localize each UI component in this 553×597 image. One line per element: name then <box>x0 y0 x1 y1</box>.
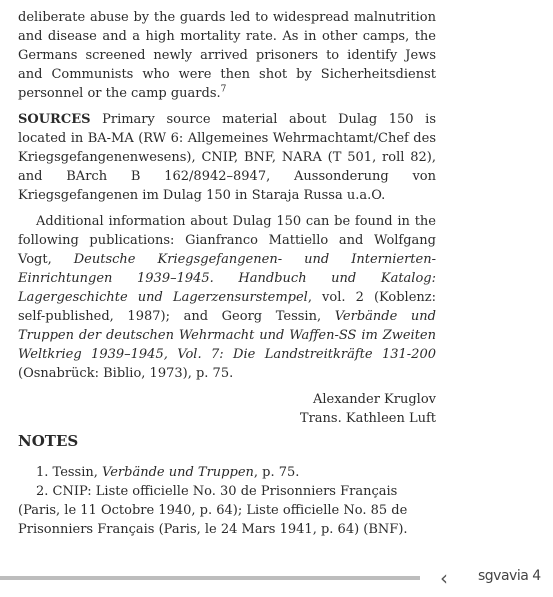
note-1: 1. Tessin, Verbände und Truppen, p. 75. <box>36 465 300 480</box>
horizontal-scrollbar[interactable] <box>0 576 420 580</box>
notes-heading: NOTES <box>18 432 79 450</box>
translator-name: Trans. Kathleen Luft <box>299 411 436 426</box>
document-body <box>18 8 436 428</box>
paragraph-additional-info: Additional information about Dulag 150 can be found in the following publications: Gianfranco Mattiello and Wolfgang Vogt, Deutsche Kriegsgefangenen- und Internierten-Einrichtungen 1939–1945. Handbuch und Katalog: Lagergeschichte und Lagerzensurstempel, vol. 2 (Koblenz: self-published, 1987); and Georg Tessin, Verbände und Truppen der deutschen Wehrmacht und Waffen-SS im Zweiten Weltkrieg 1939–1945, Vol. 7: Die Landstreitkräfte 131-200 (Osnabrück: Biblio, 1973), p. 75. <box>18 214 437 381</box>
paragraph-camp-conditions: deliberate abuse by the guards led to widespread malnutrition and disease and a high mortality rate. As in other camps, the Germans screened newly arrived prisoners to identify Jews and Communists who were then shot by Sicherheitsdienst personnel or the camp guards.$^7$ <box>18 10 436 101</box>
notes-list <box>18 463 436 539</box>
citation-title-tessin: Verbände und Truppen der deutschen Wehrmacht und Waffen-SS im Zweiten Weltkrieg 1939–1945, Vol. 7: Die Landstreitkräfte 131-200 <box>18 309 436 362</box>
citation-title-mattiello: Deutsche Kriegsgefangenen- und Internierten-Einrichtungen 1939–1945. Handbuch und Katalog: Lagergeschichte und Lagerzensurstempel <box>18 252 436 305</box>
sources-heading: SOURCES <box>18 112 91 127</box>
chevron-left-icon[interactable]: ‹ <box>440 566 448 590</box>
paragraph-sources: SOURCES Primary source material about Dulag 150 is located in BA-MA (RW 6: Allgemeines Wehrmachtamt/Chef des Kriegsgefangenenwesens), CNIP, BNF, NARA (T 501, roll 82), and BArch B 162/8942–8947, Aussonderung von Kriegsgefangenen im Dulag 150 in Staraja Russa u.a.O. <box>18 112 436 203</box>
footnote-ref-7[interactable]: 7 <box>220 84 227 95</box>
note-2: 2. CNIP: Liste officielle No. 30 de Prisonniers Français (Paris, le 11 Octobre 1940, p. 64); Liste officielle No. 85 de Prisonniers Français (Paris, le 24 Mars 1941, p. 64) (BNF). <box>18 484 408 537</box>
author-name: Alexander Kruglov <box>312 392 436 407</box>
page-indicator: sgvavia 4 <box>478 568 541 584</box>
